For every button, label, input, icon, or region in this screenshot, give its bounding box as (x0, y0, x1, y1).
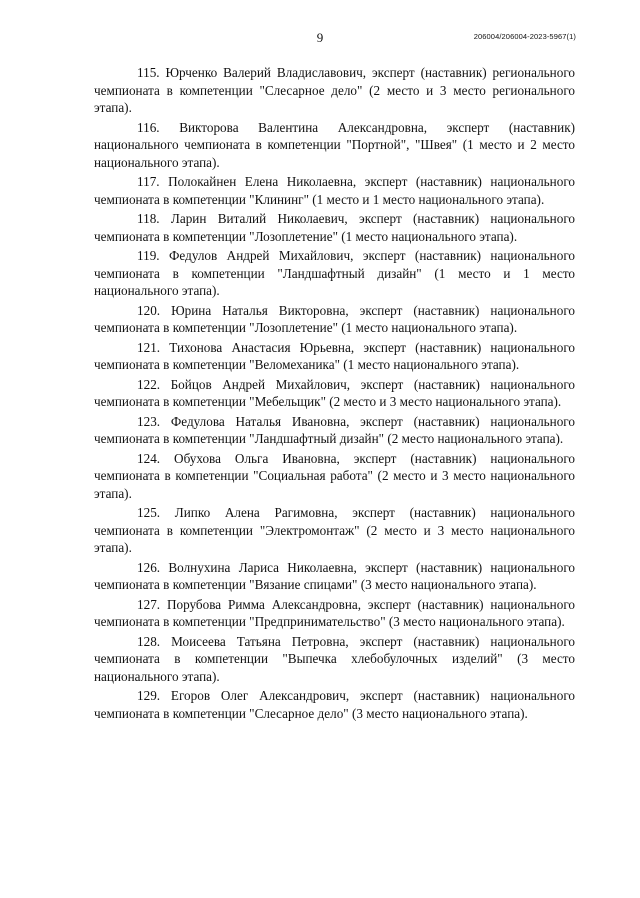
list-item: 128. Моисеева Татьяна Петровна, эксперт (наставник) национального чемпионата в компетенции "Выпечка хлебобулочных изделий" (3 место национального этапа). (94, 633, 575, 684)
list-item: 129. Егоров Олег Александрович, эксперт (наставник) национального чемпионата в компетенции "Слесарное дело" (3 место национального этапа). (94, 688, 575, 721)
list-item: 124. Обухова Ольга Ивановна, эксперт (наставник) национального чемпионата в компетенции "Социальная работа" (2 место и 3 место национального этапа). (94, 450, 575, 501)
list-item: 125. Липко Алена Рагимовна, эксперт (наставник) национального чемпионата в компетенции "Электромонтаж" (2 место и 3 место национального этапа). (94, 505, 575, 555)
list-item: 123. Федулова Наталья Ивановна, эксперт (наставник) национального чемпионата в компетенции "Ландшафтный дизайн" (2 место национального этапа). (94, 413, 575, 446)
list-item: 115. Юрченко Валерий Владиславович, эксперт (наставник) регионального чемпионата в компетенции "Слесарное дело" (2 место и 3 место регионального этапа). (94, 65, 575, 115)
document-id: 206004/206004-2023-5967(1) (473, 32, 576, 41)
list-item: 122. Бойцов Андрей Михайлович, эксперт (наставник) национального чемпионата в компетенции "Мебельщик" (2 место и 3 место национального этапа). (94, 376, 575, 409)
list-item: 116. Викторова Валентина Александровна, эксперт (наставник) национального чемпионата в компетенции "Портной", "Швея" (1 место и 2 место национального этапа). (94, 119, 575, 170)
list-item: 127. Порубова Римма Александровна, эксперт (наставник) национального чемпионата в компетенции "Предпринимательство" (3 место национального этапа). (94, 596, 575, 629)
list-item: 120. Юрина Наталья Викторовна, эксперт (наставник) национального чемпионата в компетенции "Лозоплетение" (1 место национального этапа). (94, 302, 575, 335)
list-item: 126. Волнухина Лариса Николаевна, эксперт (наставник) национального чемпионата в компетенции "Вязание спицами" (3 место национального этапа). (94, 559, 575, 592)
page-number: 9 (316, 30, 324, 45)
list-item: 117. Полокайнен Елена Николаевна, эксперт (наставник) национального чемпионата в компетенции "Клининг" (1 место и 1 место национального этапа). (94, 174, 575, 207)
entries-list (94, 64, 575, 724)
list-item: 118. Ларин Виталий Николаевич, эксперт (наставник) национального чемпионата в компетенции "Лозоплетение" (1 место национального этапа). (94, 211, 575, 244)
list-item: 121. Тихонова Анастасия Юрьевна, эксперт (наставник) национального чемпионата в компетенции "Веломеханика" (1 место национального этапа). (94, 339, 575, 372)
list-item: 119. Федулов Андрей Михайлович, эксперт (наставник) национального чемпионата в компетенции "Ландшафтный дизайн" (1 место и 1 место национального этапа). (94, 248, 575, 298)
